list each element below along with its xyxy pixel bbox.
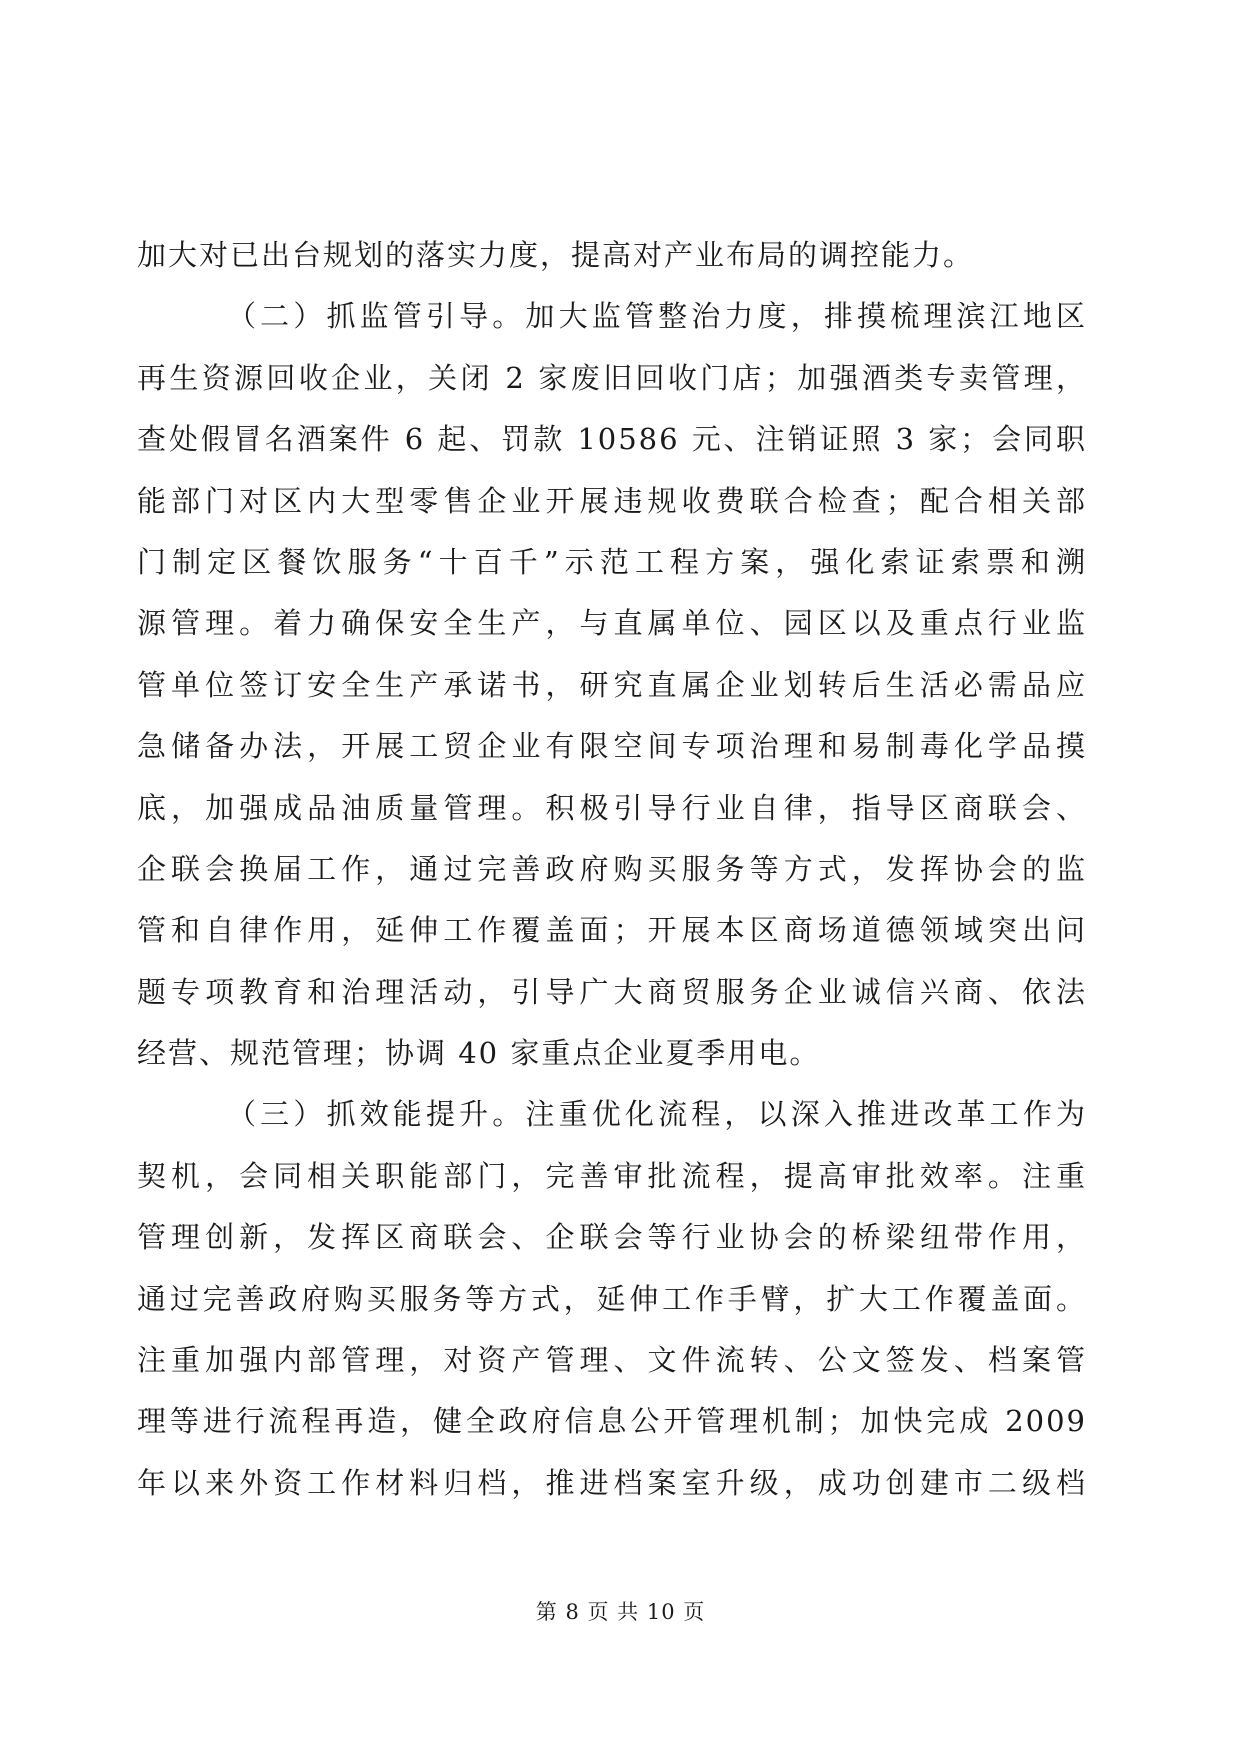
paragraph-line: 急储备办法，开展工贸企业有限空间专项治理和易制毒化学品摸: [137, 729, 1087, 764]
paragraph-line: （二）抓监管引导。加大监管整治力度，排摸梳理滨江地区: [227, 299, 1087, 334]
body-text: [137, 227, 1087, 1516]
paragraph-line: 管单位签订安全生产承诺书，研究直属企业划转后生活必需品应: [137, 667, 1087, 702]
paragraph-line: 底，加强成品油质量管理。积极引导行业自律，指导区商联会、: [137, 790, 1087, 825]
paragraph-line: 源管理。着力确保安全生产，与直属单位、园区以及重点行业监: [137, 606, 1087, 641]
paragraph-line: 管和自律作用，延伸工作覆盖面；开展本区商场道德领域突出问: [137, 913, 1087, 948]
paragraph-line: 再生资源回收企业，关闭 2 家废旧回收门店；加强酒类专卖管理，: [137, 360, 1087, 395]
paragraph-line: 加大对已出台规划的落实力度，提高对产业布局的调控能力。: [137, 238, 975, 272]
paragraph-line: 注重加强内部管理，对资产管理、文件流转、公文签发、档案管: [137, 1343, 1087, 1378]
paragraph-line: 门制定区餐饮服务“十百千”示范工程方案，强化索证索票和溯: [137, 544, 1087, 579]
paragraph-line: 查处假冒名酒案件 6 起、罚款 10586 元、注销证照 3 家；会同职: [137, 422, 1087, 457]
paragraph-line: （三）抓效能提升。注重优化流程，以深入推进改革工作为: [227, 1097, 1087, 1132]
paragraph-line: 理等进行流程再造，健全政府信息公开管理机制；加快完成 2009: [137, 1404, 1087, 1439]
paragraph-line: 年以来外资工作材料归档，推进档案室升级，成功创建市二级档: [137, 1465, 1087, 1500]
paragraph-line: 契机，会同相关职能部门，完善审批流程，提高审批效率。注重: [137, 1158, 1087, 1193]
paragraph-line: 管理创新，发挥区商联会、企联会等行业协会的桥梁纽带作用，: [137, 1220, 1087, 1255]
paragraph-line: 经营、规范管理；协调 40 家重点企业夏季用电。: [137, 1036, 821, 1071]
paragraph-line: 通过完善政府购买服务等方式，延伸工作手臂，扩大工作覆盖面。: [137, 1281, 1087, 1316]
paragraph-line: 题专项教育和治理活动，引导广大商贸服务企业诚信兴商、依法: [137, 974, 1087, 1009]
paragraph-line: 企联会换届工作，通过完善政府购买服务等方式，发挥协会的监: [137, 851, 1087, 886]
page-number-footer: 第 8 页 共 10 页: [535, 1600, 706, 1624]
paragraph-line: 能部门对区内大型零售企业开展违规收费联合检查；配合相关部: [137, 483, 1087, 518]
